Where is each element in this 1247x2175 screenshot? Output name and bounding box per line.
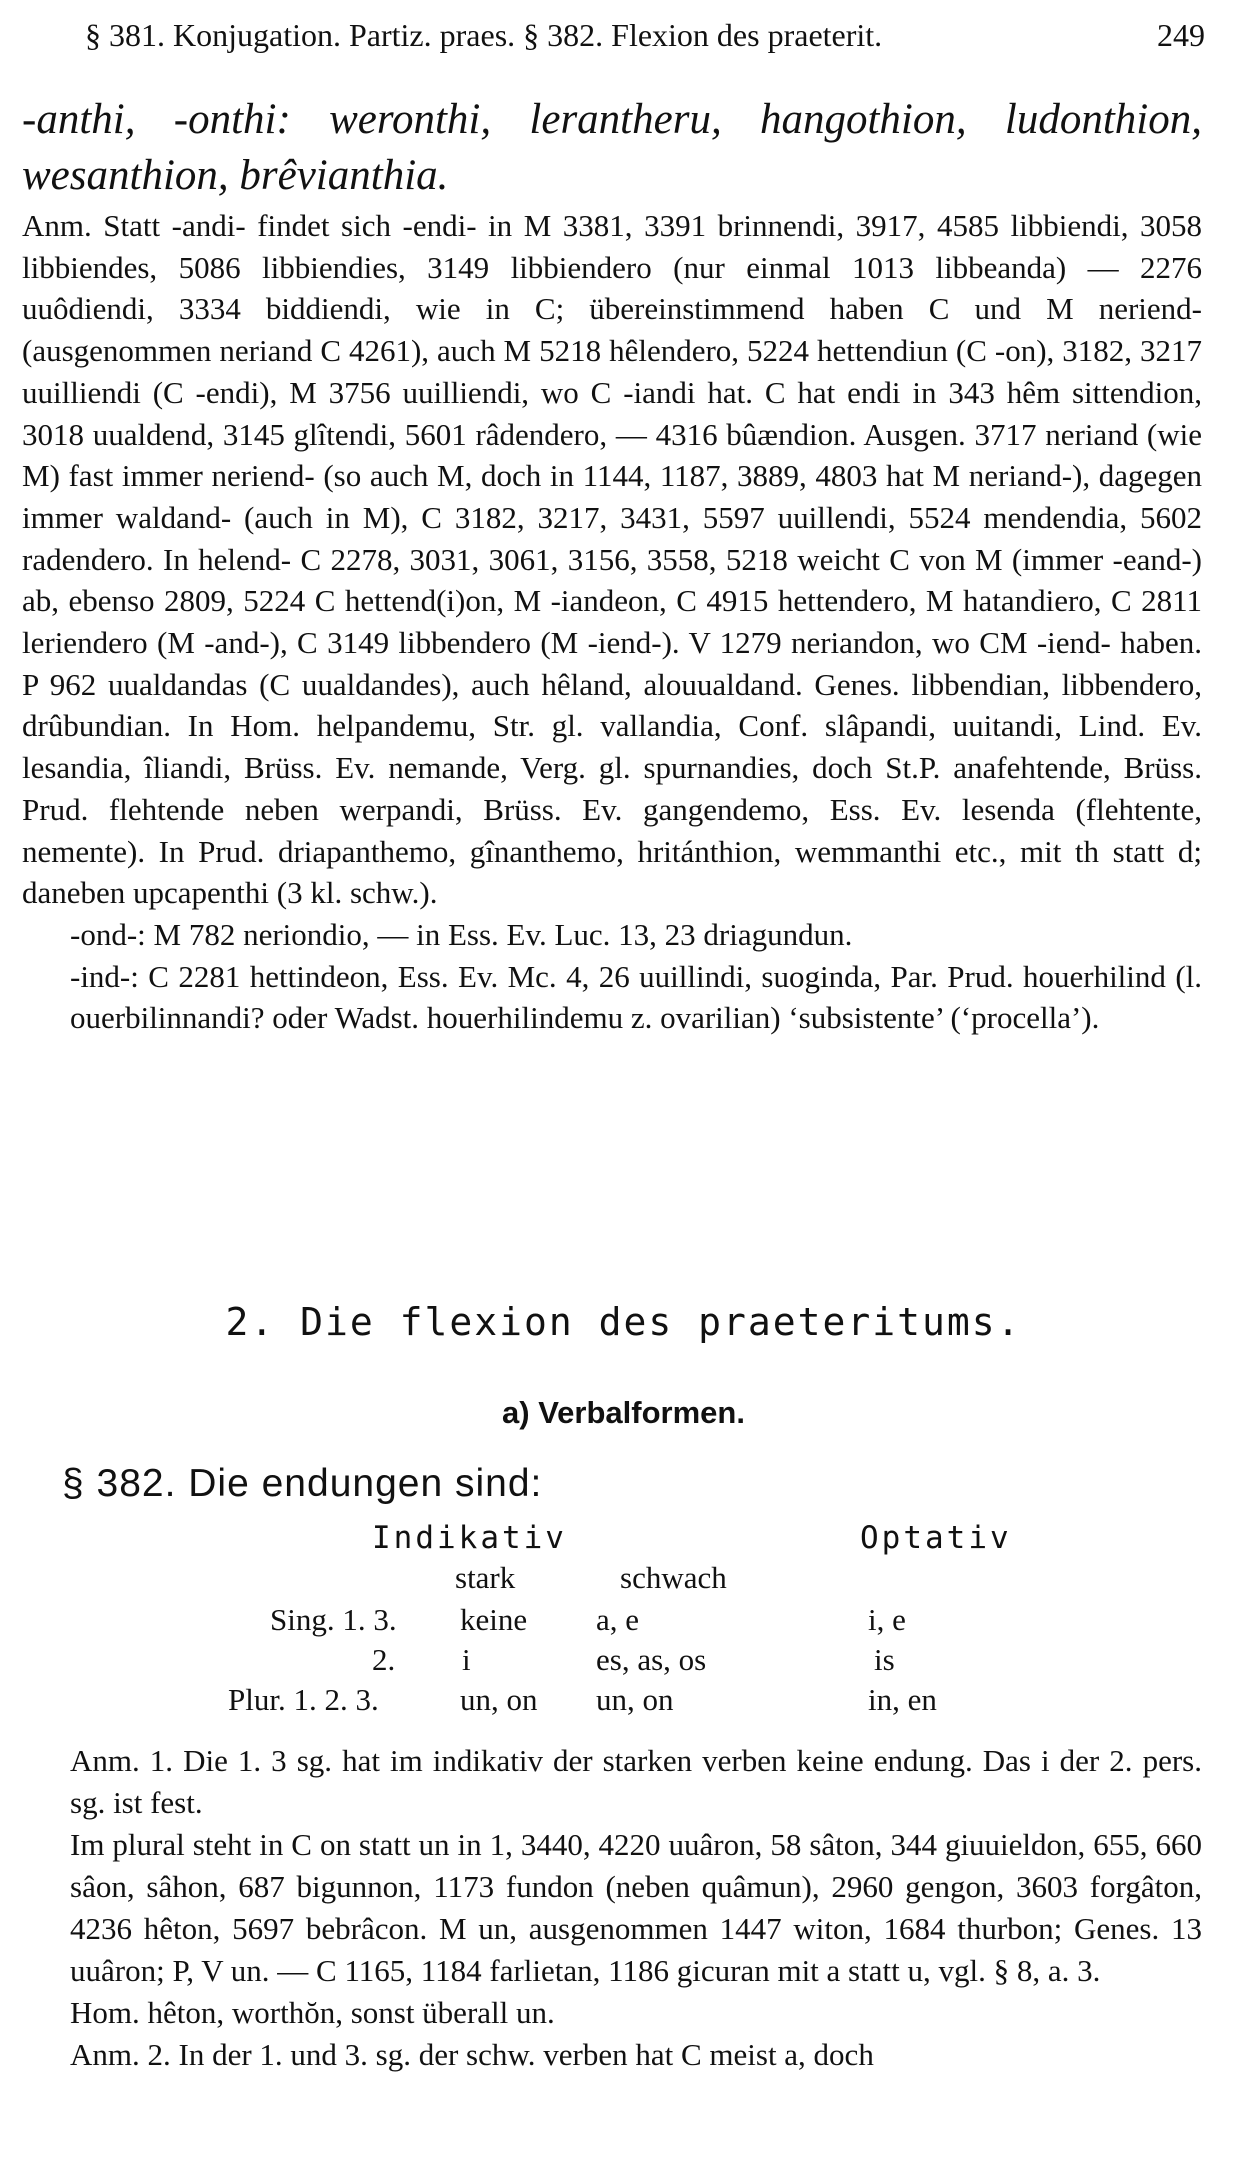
- indikativ-label: Indikativ: [372, 1520, 567, 1556]
- row-schwach: a, e: [596, 1602, 640, 1637]
- note-paragraph: Hom. hêton, worthŏn, sonst überall un.: [70, 1995, 555, 2030]
- anmerkung-block: [22, 205, 1202, 1039]
- row-stark: keine: [460, 1602, 528, 1637]
- sub-heading: a) Verbalformen.: [502, 1395, 745, 1430]
- endings-table: [0, 1520, 1247, 1770]
- row-stark: i: [462, 1642, 471, 1677]
- notes-block: [22, 1740, 1202, 2076]
- note-paragraph: Im plural steht in C on statt un in 1, 3440, 4220 uuâron, 58 sâton, 344 giuuieldon, 655, 660 sâon, sâhon, 687 bigunnon, 1173 fundon (neben quâmun), 2960 gengon, 3603 forgâton, 4236 hêton, 5697 bebrâcon. M un, ausgenommen 1447 witon, 1684 thurbon; Genes. 13 uuâron; P, V un. — C 1165, 1184 farlietan, 1186 gicuran mit a statt u, vgl. § 8, a. 3.: [70, 1827, 1202, 1988]
- anmerkung-paragraph: Anm. Statt -andi- findet sich -endi- in M 3381, 3391 brinnendi, 3917, 4585 libbiendi, 3058 libbiendes, 5086 libbiendies, 3149 libbiendero (nur einmal 1013 libbeanda) — 2276 uuôdiendi, 3334 biddiendi, wie in C; übereinstimmend haben C und M neriend- (ausgenommen neriand C 4261), auch M 5218 hêlendero, 5224 hettendiun (C -on), 3182, 3217 uuilliendi (C -endi), M 3756 uuilliendi, wo C -iandi hat. C hat endi in 343 hêm sittendion, 3018 uualdend, 3145 glîtendi, 5601 râdendero, — 4316 bûændion. Ausgen. 3717 neriand (wie M) fast immer neriend- (so auch M, doch in 1144, 1187, 3889, 4803 hat M neriand-), dagegen immer waldand- (auch in M), C 3182, 3217, 3431, 5597 uuillendi, 5524 mendendia, 5602 radendero. In helend- C 2278, 3031, 3061, 3156, 3558, 5218 weicht C von M (immer -eand-) ab, ebenso 2809, 5224 C hettend(i)on, M -iandeon, C 4915 hettendero, M hatandiero, C 2811 leriendero (M -and-), C 3149 libbendero (M -iend-). V 1279 neriandon, wo CM -iend- haben. P 962 uualdandas (C uualdandes), auch hêland, alouualdand. Genes. libbendian, libbendero, drûbundian. In Hom. helpandemu, Str. gl. vallandia, Conf. slâpandi, uuitandi, Lind. Ev. lesandia, îliandi, Brüss. Ev. nemande, Verg. gl. spurnandies, doch St.P. anafehtende, Brüss. Prud. flehtende neben werpandi, Brüss. Ev. gangendemo, Ess. Ev. lesenda (flehtente, nemente). In Prud. driapanthemo, gînanthemo, hritánthion, wemmanthi etc., mit th statt d; daneben upcapenthi (3 kl. schw.).: [22, 208, 1202, 911]
- row-person: Sing. 1. 3.: [270, 1602, 397, 1637]
- note-paragraph: Anm. 1. Die 1. 3 sg. hat im indikativ der starken verben keine endung. Das i der 2. pers. sg. ist fest.: [70, 1743, 1202, 1820]
- row-optativ: i, e: [868, 1602, 906, 1637]
- row-person: Plur. 1. 2. 3.: [228, 1682, 379, 1717]
- page-number: 249: [1157, 16, 1205, 53]
- ind-paragraph: -ind-: C 2281 hettindeon, Ess. Ev. Mc. 4, 26 uuillindi, suoginda, Par. Prud. houerhilind (l. ouerbilinnandi? oder Wadst. houerhilindemu z. ovarilian) ‘subsistente’ (‘procella’).: [70, 958, 1202, 1036]
- intro-line: -anthi, -onthi: weronthi, lerantheru, hangothion, ludonthion, wesanthion, brêvianthia.: [22, 96, 1202, 199]
- row-optativ: is: [874, 1642, 895, 1677]
- running-header: [85, 10, 1205, 60]
- note-paragraph: Anm. 2. In der 1. und 3. sg. der schw. verben hat C meist a, doch: [70, 2037, 874, 2072]
- schwach-label: schwach: [620, 1560, 727, 1595]
- section-heading: 2. Die flexion des praeteritums.: [225, 1300, 1022, 1344]
- row-schwach: es, as, os: [596, 1642, 707, 1677]
- header-title: § 381. Konjugation. Partiz. praes. § 382. Flexion des praeterit.: [85, 16, 883, 53]
- optativ-label: Optativ: [860, 1520, 1012, 1556]
- row-optativ: in, en: [868, 1682, 937, 1717]
- ond-paragraph: -ond-: M 782 neriondio, — in Ess. Ev. Luc. 13, 23 driagundun.: [70, 916, 853, 952]
- stark-label: stark: [455, 1560, 516, 1595]
- paragraph-heading: § 382. Die endungen sind:: [62, 1462, 543, 1505]
- row-schwach: un, on: [596, 1682, 674, 1717]
- row-person: 2.: [372, 1642, 396, 1677]
- row-stark: un, on: [460, 1682, 538, 1717]
